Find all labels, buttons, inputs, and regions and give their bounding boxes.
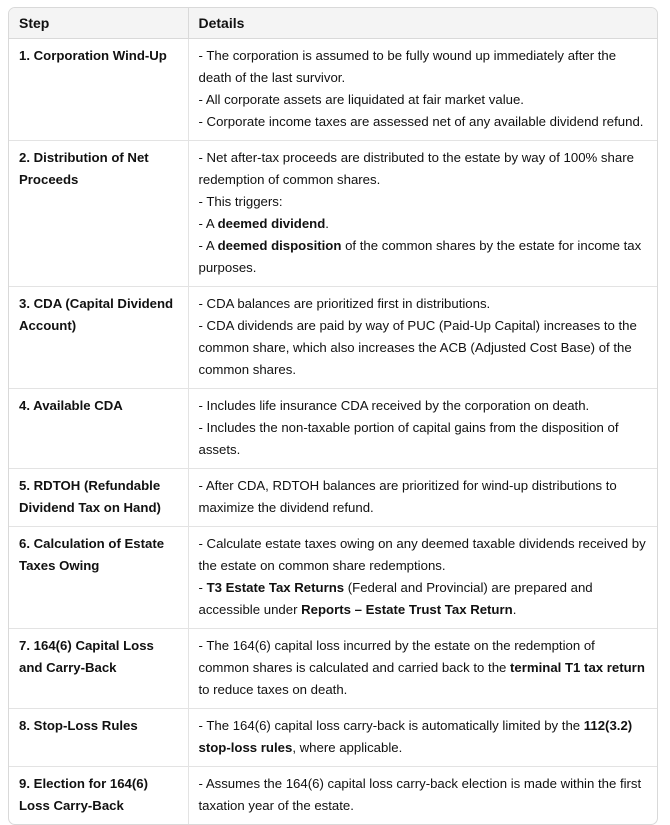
detail-line — [199, 635, 648, 701]
detail-text: of the common shares by the estate for income tax purposes. — [198, 238, 642, 275]
detail-line — [199, 715, 648, 759]
detail-text: (Federal and Provincial) are prepared and accessible under — [198, 580, 593, 617]
detail-emphasis: 112(3.2) stop-loss rules — [198, 718, 633, 755]
detail-line — [199, 45, 648, 89]
detail-text: - This triggers: — [198, 194, 283, 209]
detail-line — [199, 577, 648, 621]
detail-text: - — [198, 580, 207, 595]
detail-text: , where applicable. — [292, 740, 403, 755]
step-cell: 2. Distribution of Net Proceeds — [9, 141, 188, 287]
detail-text: - The corporation is assumed to be fully wound up immediately after the death of the last survivor. — [198, 48, 617, 85]
table-row — [9, 287, 657, 389]
detail-emphasis: Reports – Estate Trust Tax Return — [301, 602, 513, 617]
detail-line — [199, 533, 648, 577]
step-cell: 5. RDTOH (Refundable Dividend Tax on Hand) — [9, 469, 188, 527]
detail-line — [199, 213, 648, 235]
detail-text: - CDA dividends are paid by way of PUC (Paid-Up Capital) increases to the common share, which also increases the ACB (Adjusted Cost Base) of the common shares. — [198, 318, 637, 377]
detail-line — [199, 89, 648, 111]
detail-line — [199, 293, 648, 315]
details-cell — [188, 709, 657, 767]
detail-emphasis: T3 Estate Tax Returns — [206, 580, 345, 595]
details-cell — [188, 141, 657, 287]
detail-text: - All corporate assets are liquidated at fair market value. — [198, 92, 524, 107]
details-cell — [188, 39, 657, 141]
details-column-header: Details — [188, 8, 657, 39]
detail-text: - Calculate estate taxes owing on any deemed taxable dividends received by the estate on common share redemptions. — [198, 536, 646, 573]
step-cell: 8. Stop-Loss Rules — [9, 709, 188, 767]
table-row — [9, 389, 657, 469]
detail-emphasis: deemed disposition — [217, 238, 342, 253]
detail-line — [199, 235, 648, 279]
detail-text: to reduce taxes on death. — [198, 682, 348, 697]
table-row — [9, 469, 657, 527]
detail-text: - Includes life insurance CDA received by the corporation on death. — [198, 398, 590, 413]
detail-line — [199, 191, 648, 213]
detail-line — [199, 475, 648, 519]
detail-text: - Corporate income taxes are assessed net of any available dividend refund. — [198, 114, 644, 129]
step-cell: 1. Corporation Wind-Up — [9, 39, 188, 141]
detail-text: . — [325, 216, 329, 231]
detail-emphasis: terminal T1 tax return — [510, 660, 645, 675]
detail-text: - CDA balances are prioritized first in distributions. — [198, 296, 491, 311]
details-cell — [188, 767, 657, 825]
detail-line — [199, 111, 648, 133]
details-cell — [188, 469, 657, 527]
detail-line — [199, 417, 648, 461]
details-cell — [188, 389, 657, 469]
step-cell: 6. Calculation of Estate Taxes Owing — [9, 527, 188, 629]
step-cell: 4. Available CDA — [9, 389, 188, 469]
detail-text: - A — [198, 216, 218, 231]
step-column-header: Step — [9, 8, 188, 39]
detail-line — [199, 315, 648, 381]
steps-table-container — [8, 7, 658, 825]
detail-text: - Net after-tax proceeds are distributed to the estate by way of 100% share redemption of common shares. — [198, 150, 634, 187]
details-cell — [188, 629, 657, 709]
table-row — [9, 141, 657, 287]
details-cell — [188, 287, 657, 389]
table-row — [9, 709, 657, 767]
details-cell — [188, 527, 657, 629]
detail-line — [199, 773, 648, 817]
detail-text: . — [512, 602, 517, 617]
detail-text: - Assumes the 164(6) capital loss carry-back election is made within the first taxation year of the estate. — [198, 776, 642, 813]
detail-text: - The 164(6) capital loss incurred by the estate on the redemption of common shares is calculated and carried back to the — [198, 638, 595, 675]
table-body — [9, 39, 657, 825]
step-cell: 9. Election for 164(6) Loss Carry-Back — [19, 776, 148, 813]
detail-text: - Includes the non-taxable portion of capital gains from the disposition of assets. — [198, 420, 619, 457]
detail-text: - The 164(6) capital loss carry-back is automatically limited by the — [198, 718, 584, 733]
table-header-row — [9, 8, 657, 39]
detail-line — [199, 147, 648, 191]
detail-text: - After CDA, RDTOH balances are prioritized for wind-up distributions to maximize the dividend refund. — [198, 478, 617, 515]
table-row — [9, 39, 657, 141]
table-row — [9, 629, 657, 709]
table-row — [9, 527, 657, 629]
table-row — [9, 767, 657, 825]
detail-emphasis: deemed dividend — [217, 216, 326, 231]
steps-table — [9, 8, 657, 824]
step-cell: 3. CDA (Capital Dividend Account) — [9, 287, 188, 389]
step-cell: 7. 164(6) Capital Loss and Carry-Back — [9, 629, 188, 709]
detail-text: - A — [198, 238, 218, 253]
detail-line — [199, 395, 648, 417]
